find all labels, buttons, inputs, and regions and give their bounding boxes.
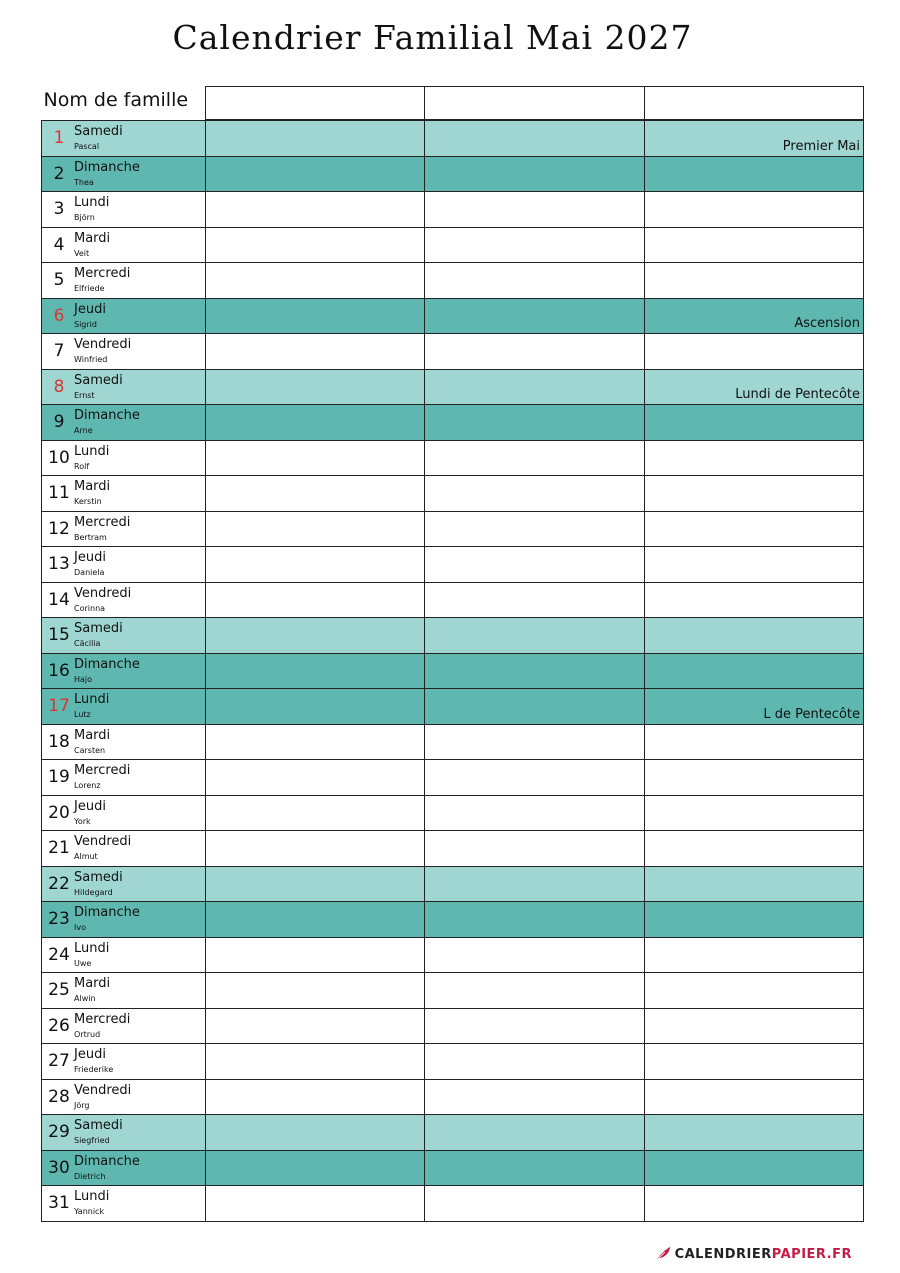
entry-cell-col-3[interactable] — [644, 582, 863, 618]
day-label-cell — [42, 227, 206, 263]
saint-name: Björn — [74, 213, 95, 222]
day-label-cell — [42, 795, 206, 831]
day-number: 17 — [48, 696, 70, 717]
saint-name: Siegfried — [74, 1136, 110, 1145]
holiday-label: Lundi de Pentecôte — [735, 387, 860, 402]
day-row — [42, 334, 864, 370]
entry-cell-col-3[interactable] — [644, 795, 863, 831]
saint-name: Elfriede — [74, 284, 105, 293]
day-number: 12 — [48, 518, 70, 539]
day-number: 4 — [53, 234, 65, 255]
entry-cell-col-1[interactable] — [205, 1150, 424, 1186]
entry-cell-col-3[interactable] — [644, 369, 863, 405]
day-number: 3 — [53, 199, 65, 220]
day-row — [42, 689, 864, 725]
holiday-label: L de Pentecôte — [763, 706, 860, 722]
day-name: Vendredi — [74, 585, 132, 601]
day-name: Vendredi — [74, 834, 132, 849]
entry-cell-col-3[interactable] — [644, 937, 863, 973]
day-label-cell — [42, 192, 206, 228]
day-number: 13 — [48, 554, 70, 575]
entry-cell-col-2[interactable] — [425, 1008, 644, 1044]
day-label-cell — [42, 760, 206, 796]
day-label-cell — [42, 1186, 206, 1222]
day-name: Lundi — [74, 940, 110, 956]
day-label-cell — [42, 902, 206, 938]
day-row — [42, 156, 864, 192]
entry-cell-col-2[interactable] — [425, 369, 644, 405]
saint-name: Lorenz — [74, 781, 101, 790]
day-number: 15 — [48, 625, 70, 646]
entry-cell-col-1[interactable] — [205, 582, 424, 618]
day-name: Dimanche — [74, 905, 140, 920]
day-row — [42, 1186, 864, 1222]
day-label-cell — [42, 156, 206, 192]
entry-cell-col-1[interactable] — [205, 831, 424, 867]
day-row — [42, 405, 864, 441]
saint-name: Bertram — [74, 532, 107, 542]
day-label-cell — [42, 263, 206, 299]
entry-cell-col-3[interactable] — [644, 121, 863, 157]
family-member-column-2[interactable] — [425, 87, 644, 120]
day-name: Lundi — [74, 1189, 110, 1204]
entry-cell-col-1[interactable] — [205, 547, 424, 583]
entry-cell-col-2[interactable] — [425, 263, 644, 299]
day-name: Lundi — [74, 692, 110, 707]
day-name: Mardi — [74, 727, 111, 743]
entry-cell-col-2[interactable] — [425, 405, 644, 441]
day-name: Samedi — [74, 372, 123, 388]
entry-cell-col-1[interactable] — [205, 298, 424, 334]
saint-name: Cäcilia — [74, 639, 101, 648]
entry-cell-col-3[interactable] — [644, 973, 863, 1009]
entry-cell-col-3[interactable] — [644, 476, 863, 512]
entry-cell-col-3[interactable] — [644, 263, 863, 299]
day-label-cell — [42, 298, 206, 334]
saint-name: Yannick — [74, 1207, 105, 1216]
entry-cell-col-1[interactable] — [205, 689, 424, 725]
day-row — [42, 227, 864, 263]
holiday-label: Premier Mai — [782, 138, 860, 154]
entry-cell-col-2[interactable] — [425, 973, 644, 1009]
entry-cell-col-2[interactable] — [425, 298, 644, 334]
day-number: 27 — [48, 1051, 70, 1072]
day-row — [42, 653, 864, 689]
day-number: 18 — [48, 731, 70, 752]
saint-name: Ernst — [74, 390, 95, 400]
day-label-cell — [42, 866, 206, 902]
day-name: Mercredi — [74, 1011, 131, 1027]
saint-name: Lutz — [74, 710, 91, 719]
day-number: 9 — [53, 412, 65, 433]
day-row — [42, 298, 864, 334]
entry-cell-col-1[interactable] — [205, 1079, 424, 1115]
entry-cell-col-2[interactable] — [425, 653, 644, 689]
entry-cell-col-2[interactable] — [425, 795, 644, 831]
day-number: 10 — [48, 447, 70, 468]
saint-name: Rolf — [74, 461, 90, 471]
day-row — [42, 937, 864, 973]
entry-cell-col-2[interactable] — [425, 902, 644, 938]
day-name: Mercredi — [74, 266, 131, 281]
entry-cell-col-2[interactable] — [425, 582, 644, 618]
day-number: 19 — [48, 767, 70, 788]
day-name: Jeudi — [74, 550, 106, 565]
saint-name: Almut — [74, 852, 98, 861]
entry-cell-col-3[interactable] — [644, 192, 863, 228]
saint-name: Pascal — [74, 142, 100, 151]
entry-cell-col-2[interactable] — [425, 440, 644, 476]
day-number: 29 — [48, 1122, 70, 1143]
day-name: Samedi — [74, 1118, 123, 1133]
day-number: 8 — [53, 376, 65, 397]
entry-cell-col-3[interactable] — [644, 1008, 863, 1044]
day-number: 2 — [53, 163, 65, 184]
day-name: Jeudi — [74, 1047, 106, 1062]
day-number: 11 — [48, 483, 70, 504]
saint-name: Friederike — [74, 1065, 114, 1074]
day-name: Lundi — [74, 443, 110, 459]
entry-cell-col-3[interactable] — [644, 1044, 863, 1080]
family-name-label-cell — [42, 87, 206, 120]
entry-cell-col-1[interactable] — [205, 192, 424, 228]
entry-cell-col-3[interactable] — [644, 1150, 863, 1186]
entry-cell-col-2[interactable] — [425, 866, 644, 902]
day-row — [42, 724, 864, 760]
day-number: 28 — [48, 1086, 70, 1107]
entry-cell-col-2[interactable] — [425, 760, 644, 796]
entry-cell-col-1[interactable] — [205, 1008, 424, 1044]
day-row — [42, 760, 864, 796]
day-label-cell — [42, 405, 206, 441]
day-row — [42, 192, 864, 228]
day-label-cell — [42, 440, 206, 476]
day-name: Vendredi — [74, 1082, 132, 1098]
day-row — [42, 511, 864, 547]
day-number: 1 — [53, 128, 65, 149]
day-label-cell — [42, 1008, 206, 1044]
entry-cell-col-2[interactable] — [425, 1186, 644, 1222]
day-row — [42, 476, 864, 512]
day-row — [42, 263, 864, 299]
day-name: Lundi — [74, 195, 110, 210]
entry-cell-col-1[interactable] — [205, 1186, 424, 1222]
day-name: Jeudi — [74, 301, 106, 317]
entry-cell-col-1[interactable] — [205, 405, 424, 441]
entry-cell-col-1[interactable] — [205, 724, 424, 760]
entry-cell-col-3[interactable] — [644, 760, 863, 796]
entry-cell-col-2[interactable] — [425, 1150, 644, 1186]
saint-name: Uwe — [74, 958, 92, 968]
day-label-cell — [42, 618, 206, 654]
entry-cell-col-1[interactable] — [205, 156, 424, 192]
entry-cell-col-3[interactable] — [644, 405, 863, 441]
entry-cell-col-3[interactable] — [644, 1079, 863, 1115]
saint-name: Corinna — [74, 603, 106, 613]
brand-name-part1: CALENDRIER — [674, 1246, 772, 1262]
entry-cell-col-3[interactable] — [644, 227, 863, 263]
day-label-cell — [42, 1150, 206, 1186]
saint-name: Veit — [74, 248, 90, 258]
day-label-cell — [42, 653, 206, 689]
entry-cell-col-3[interactable] — [644, 511, 863, 547]
family-member-column-1[interactable] — [205, 87, 424, 120]
entry-cell-col-3[interactable] — [644, 156, 863, 192]
day-label-cell — [42, 476, 206, 512]
saint-name: Thea — [74, 177, 94, 187]
day-row — [42, 973, 864, 1009]
day-number: 20 — [48, 802, 70, 823]
entry-cell-col-1[interactable] — [205, 795, 424, 831]
entry-cell-col-3[interactable] — [644, 618, 863, 654]
day-row — [42, 369, 864, 405]
day-label-cell — [42, 1044, 206, 1080]
page-title: Calendrier Familial Mai 2027 — [172, 18, 693, 57]
entry-cell-col-1[interactable] — [205, 902, 424, 938]
day-row — [42, 121, 864, 157]
day-name: Dimanche — [74, 1153, 140, 1169]
day-label-cell — [42, 547, 206, 583]
day-number: 26 — [48, 1015, 70, 1036]
entry-cell-col-1[interactable] — [205, 653, 424, 689]
day-row — [42, 547, 864, 583]
entry-cell-col-1[interactable] — [205, 973, 424, 1009]
entry-cell-col-2[interactable] — [425, 618, 644, 654]
day-number: 23 — [48, 909, 70, 930]
entry-cell-col-3[interactable] — [644, 653, 863, 689]
entry-cell-col-1[interactable] — [205, 866, 424, 902]
day-row — [42, 795, 864, 831]
entry-cell-col-1[interactable] — [205, 1115, 424, 1151]
day-name: Mercredi — [74, 763, 131, 778]
holiday-label: Ascension — [794, 316, 860, 331]
day-name: Mercredi — [74, 514, 131, 530]
saint-name: Dietrich — [74, 1171, 106, 1181]
day-label-cell — [42, 937, 206, 973]
family-name-label: Nom de famille — [43, 88, 189, 111]
saint-name: Ivo — [74, 923, 86, 932]
saint-name: Alwin — [74, 994, 96, 1003]
day-number: 5 — [53, 270, 65, 291]
day-row — [42, 1150, 864, 1186]
day-row — [42, 440, 864, 476]
header-row — [42, 87, 864, 120]
entry-cell-col-3[interactable] — [644, 689, 863, 725]
day-name: Mardi — [74, 230, 111, 246]
day-row — [42, 902, 864, 938]
entry-cell-col-2[interactable] — [425, 724, 644, 760]
entry-cell-col-3[interactable] — [644, 440, 863, 476]
entry-cell-col-3[interactable] — [644, 831, 863, 867]
entry-cell-col-2[interactable] — [425, 1079, 644, 1115]
day-name: Dimanche — [74, 408, 140, 423]
day-name: Vendredi — [74, 337, 132, 352]
entry-cell-col-2[interactable] — [425, 156, 644, 192]
entry-cell-col-3[interactable] — [644, 866, 863, 902]
saint-name: Hildegard — [74, 887, 113, 897]
day-number: 16 — [48, 660, 70, 681]
entry-cell-col-2[interactable] — [425, 689, 644, 725]
entry-cell-col-3[interactable] — [644, 1115, 863, 1151]
entry-cell-col-1[interactable] — [205, 263, 424, 299]
calendar-table — [41, 86, 864, 1222]
entry-cell-col-3[interactable] — [644, 1186, 863, 1222]
day-name: Jeudi — [74, 798, 106, 814]
day-label-cell — [42, 582, 206, 618]
entry-cell-col-2[interactable] — [425, 511, 644, 547]
day-number: 31 — [48, 1193, 70, 1214]
day-row — [42, 831, 864, 867]
day-row — [42, 1044, 864, 1080]
day-label-cell — [42, 121, 206, 157]
day-name: Dimanche — [74, 159, 140, 175]
entry-cell-col-2[interactable] — [425, 192, 644, 228]
day-number: 25 — [48, 980, 70, 1001]
day-row — [42, 1008, 864, 1044]
family-member-column-3[interactable] — [644, 87, 863, 120]
entry-cell-col-1[interactable] — [205, 760, 424, 796]
entry-cell-col-3[interactable] — [644, 298, 863, 334]
saint-name: York — [74, 816, 91, 826]
day-label-cell — [42, 973, 206, 1009]
day-label-cell — [42, 1079, 206, 1115]
entry-cell-col-1[interactable] — [205, 476, 424, 512]
saint-name: Hajo — [74, 674, 93, 684]
day-number: 22 — [48, 873, 70, 894]
entry-cell-col-1[interactable] — [205, 937, 424, 973]
day-name: Mardi — [74, 479, 111, 494]
entry-cell-col-2[interactable] — [425, 547, 644, 583]
day-number: 7 — [53, 341, 65, 362]
entry-cell-col-1[interactable] — [205, 334, 424, 370]
entry-cell-col-2[interactable] — [425, 831, 644, 867]
day-name: Samedi — [74, 869, 123, 885]
day-name: Mardi — [74, 976, 111, 991]
saint-name: Jörg — [74, 1100, 90, 1110]
brand-footer[interactable] — [654, 1245, 852, 1263]
brand-name-part2: PAPIER.FR — [771, 1246, 852, 1262]
entry-cell-col-1[interactable] — [205, 1044, 424, 1080]
entry-cell-col-3[interactable] — [644, 334, 863, 370]
saint-name: Kerstin — [74, 497, 102, 506]
quill-icon — [654, 1245, 672, 1263]
entry-cell-col-3[interactable] — [644, 724, 863, 760]
day-label-cell — [42, 724, 206, 760]
day-row — [42, 1115, 864, 1151]
day-number: 14 — [48, 589, 70, 610]
day-row — [42, 582, 864, 618]
saint-name: Arne — [74, 426, 93, 435]
day-label-cell — [42, 369, 206, 405]
day-label-cell — [42, 511, 206, 547]
saint-name: Winfried — [74, 355, 108, 364]
entry-cell-col-1[interactable] — [205, 121, 424, 157]
day-label-cell — [42, 831, 206, 867]
day-row — [42, 866, 864, 902]
entry-cell-col-3[interactable] — [644, 547, 863, 583]
day-number: 6 — [53, 305, 65, 326]
saint-name: Carsten — [74, 745, 106, 755]
day-name: Samedi — [74, 621, 123, 636]
day-row — [42, 618, 864, 654]
saint-name: Sigrid — [74, 319, 97, 329]
entry-cell-col-2[interactable] — [425, 121, 644, 157]
entry-cell-col-2[interactable] — [425, 334, 644, 370]
entry-cell-col-3[interactable] — [644, 902, 863, 938]
entry-cell-col-2[interactable] — [425, 1044, 644, 1080]
day-label-cell — [42, 1115, 206, 1151]
day-number: 24 — [48, 944, 70, 965]
entry-cell-col-1[interactable] — [205, 440, 424, 476]
entry-cell-col-2[interactable] — [425, 937, 644, 973]
day-label-cell — [42, 334, 206, 370]
day-row — [42, 1079, 864, 1115]
entry-cell-col-2[interactable] — [425, 227, 644, 263]
day-number: 21 — [48, 838, 70, 859]
saint-name: Ortrud — [74, 1029, 101, 1039]
entry-cell-col-1[interactable] — [205, 227, 424, 263]
day-label-cell — [42, 689, 206, 725]
day-name: Dimanche — [74, 656, 140, 672]
entry-cell-col-2[interactable] — [425, 1115, 644, 1151]
entry-cell-col-1[interactable] — [205, 369, 424, 405]
saint-name: Daniela — [74, 568, 105, 577]
entry-cell-col-2[interactable] — [425, 476, 644, 512]
day-name: Samedi — [74, 124, 123, 139]
entry-cell-col-1[interactable] — [205, 511, 424, 547]
day-number: 30 — [48, 1157, 70, 1178]
entry-cell-col-1[interactable] — [205, 618, 424, 654]
